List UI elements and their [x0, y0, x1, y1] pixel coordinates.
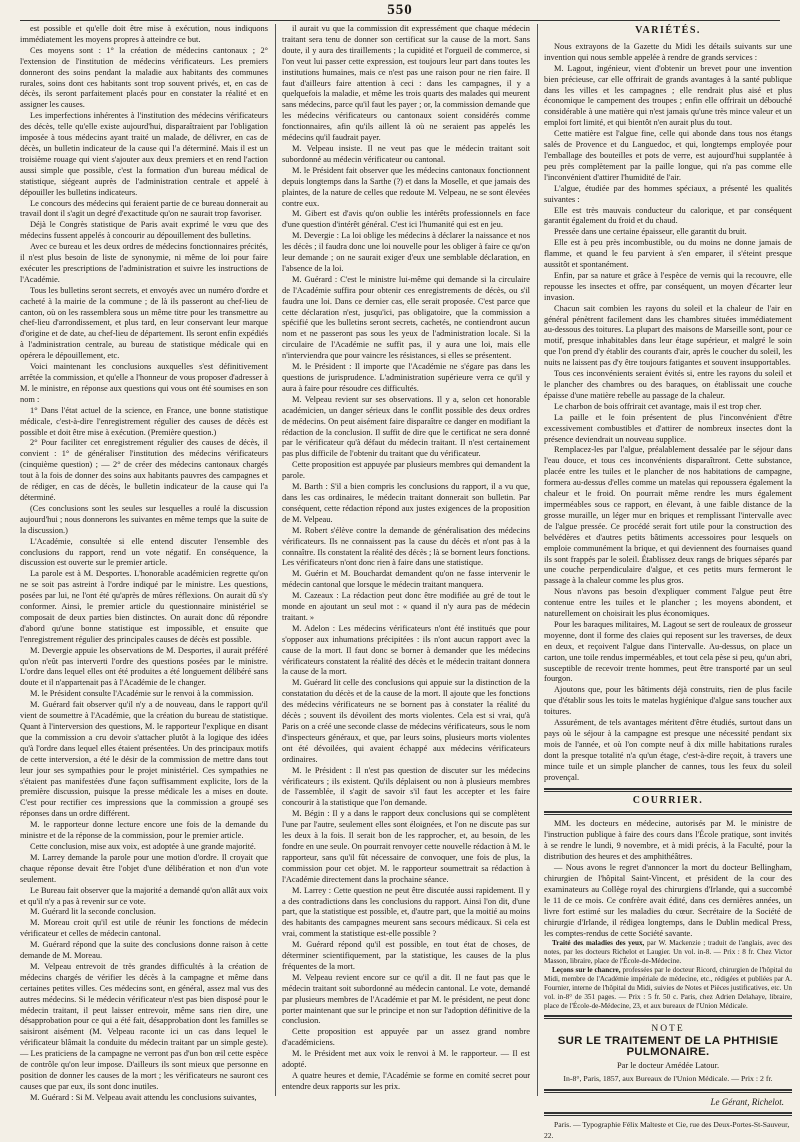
paragraph: Le concours des médecins qui feraient partie de ce bureau donnerait au travail dont il s'agit un degré d'exactitude qu'on ne saurait trop favoriser.: [20, 198, 268, 219]
section-rule: [544, 1015, 792, 1019]
paragraph: Cette proposition est appuyée par plusieurs membres qui demandent la parole.: [282, 460, 530, 481]
section-rule: [544, 788, 792, 792]
paragraph: M. Devergie : La loi oblige les médecins à déclarer la naissance et nos les décès ; il faudra donc une loi nouvelle pour les obliger à faire ce qu'on leur demande ; on ne saurait exiger d'eux une semblable déclaration, en l'absence de la loi.: [282, 231, 530, 273]
paragraph: M. Moreau croit qu'il est utile de réunir les fonctions de médecin vérificateur et celles de médecin cantonal.: [20, 918, 268, 939]
paragraph: M. le Président : Il importe que l'Académie ne s'égare pas dans les questions de jurisprudence. L'administration supérieure verra ce qu'il y aura à faire pour résoudre ces difficultés.: [282, 362, 530, 393]
column-divider: [275, 24, 276, 1096]
varietes-paragraph: Nous extrayons de la Gazette du Midi les détails suivants sur une invention qui nous semble appelée à rendre de grands services :: [544, 41, 792, 62]
paragraph: Tous les bulletins seront secrets, et envoyés avec un numéro d'ordre et cacheté à la mairie de la commune ; de là ils passeront au chef-lieu de canton, où on les rassemblera sous un même titre pour les transmettre au chef-lieu d'arrondissement, et plus tard, en leur conservant leur marque d'origine et de date, au chef-lieu de département. Ils seront enfin expédiés à l'administration centrale, au bureau de statistique médicale qui en opérera le dépouillement, etc.: [20, 285, 268, 361]
header-rule: [20, 20, 780, 21]
paragraph: A quatre heures et demie, l'Académie se forme en comité secret pour entendre deux rapports sur les prix.: [282, 1071, 530, 1091]
varietes-paragraph: Pressée dans une certaine épaisseur, elle garantit du bruit.: [554, 227, 747, 237]
paragraph: M. Velpeau entrevoit de très grandes difficultés à la création de médecins chargés de vérifier les décès à la campagne et même dans certaines petites villes. Ces médecins sont, en général, assez mal vus des autres médecins. Si le médecin vérificateur n'est pas bien disposé pour le médecin traitant, il peut laisser entrevoir, même sans rien dire, une désapprobation pour ce qui a été fait, désapprobation dont les familles se saisiront aisément (M. Velpeau raconte ici un cas dans lequel le vérificateur blâmait la conduite du médecin traitant par un simple geste). — Les praticiens de la campagne ne verront pas d'un bon œil cette espèce de contrôle qu'on leur impose. D'ailleurs ils sont mieux que personne en position de donner les causes de la mort ; les vérificateurs ne sauront ces causes que par eux, ils sont donc inutiles.: [20, 961, 268, 1091]
paragraph: M. Guérard lit la seconde conclusion.: [30, 907, 156, 917]
varietes-paragraph: Enfin, par sa nature et grâce à l'espèce de vernis qui la recouvre, elle repousse les insectes et offre, par conséquent, un moyen d'écarter leur invasion.: [544, 270, 792, 302]
section-rule: [544, 811, 792, 815]
paragraph: M. Bégin : Il y a dans le rapport deux conclusions qui se complètent l'une par l'autre, seulement elles sont éloignées, et l'on ne discute pas sur les deux à la fois. Il serait bon de les rapprocher, et, au besoin, de les fondre en une seule. On pourrait renvoyer cette nouvelle rédaction à M. le rapporteur, sans qu'il fût nécessaire de convoquer, une fois de plus, la commission pour cet objet. M. le rapporteur soumettrait sa rédaction à l'Académie directement dans la prochaine séance.: [282, 809, 530, 884]
paragraph: M. Guérin et M. Bouchardat demandent qu'on ne fasse intervenir le médecin cantonal que lorsque le médecin traitant manquera.: [282, 569, 530, 590]
book-title: Leçons sur le chancre,: [552, 966, 621, 975]
paragraph: Déjà le Congrès statistique de Paris avait exprimé le vœu que des médecins fussent appelés à concourir au dépouillement des bulletins.: [20, 220, 268, 241]
paragraph: M. Guérard : C'est le ministre lui-même qui demande si la circulaire de l'Académie suffira pour obtenir ces enregistrements de décès, ou s'il faudra une loi. Dans ce dernier cas, elle serait proposée. C'est parce que cette déclaration n'est, jusqu'ici, pas obligatoire, que la commission a spécifié que les bulletins seront secrets, cachetés, ne contiendront aucun nom et ne passeront pas sous les yeux de l'administration locale. Si la circulaire de l'Académie ne suffit pas, il y aura une loi, mais elle n'interviendra que pour vaincre les résistances, si elles se présentent.: [282, 274, 530, 361]
book-notices: [544, 939, 792, 1011]
paragraph: M. Guérard répond qu'il est possible, en tout état de choses, de déterminer scientifiquement, par la statistique, les causes de la plus fréquentes de la mort.: [282, 940, 530, 971]
varietes-paragraph: Elle est à peu près incombustible, ou du moins ne donne jamais de flamme, et quand le feu parvient à s'en emparer, il s'éteint presque aussitôt et spontanément.: [544, 238, 792, 270]
paragraph: M. le Président : Il n'est pas question de discuter sur les médecins vérificateurs ; ils existent. Qu'ils déplaisent ou non à plusieurs membres de l'assemblée, il s'agit de savoir s'il faut les accepter et les faire concourir à la statistique que l'on demande.: [282, 765, 530, 808]
courrier-paragraph: MM. les docteurs en médecine, autorisés par M. le ministre de l'instruction publique à faire des cours dans l'École pratique, sont invités à se rendre le lundi, 9 novembre, et à midi précis, à la Faculté, pour la distribution des heures et des amphithéâtres.: [544, 819, 792, 862]
column-middle: [282, 24, 530, 1099]
note-publication: In-8°, Paris, 1857, aux Bureaux de l'Union Médicale. — Prix : 2 fr.: [563, 1074, 773, 1084]
book-notice: [544, 939, 792, 966]
paragraph: M. Guérard fait observer qu'il n'y a de nouveau, dans le rapport qu'il vient de soumettre à l'Académie, que la création du bureau de statistique. Quant à l'interversion des questions, M. le rapporteur l'explique en disant que la commission a cru devoir s'attacher plutôt à la logique des idées qu'à l'ordre dans lequel elles étaient présentées. Un des principaux motifs de cette interversion, a été le désir de la commission de mettre dans tout leur jour ses sympathies pour le projet ministériel. Ces sympathies ne s'étaient pas manifestées d'une façon suffisamment explicite, lors de la première discussion, puisque la presse médicale les a mises en doute. C'est pour rectifier ces impressions que la commission a groupé ses réponses dans un ordre différent.: [20, 700, 268, 819]
varietes-paragraph: Chacun sait combien les rayons du soleil et la chaleur de l'air en général pénètrent facilement dans les chambres situées immédiatement au-dessous des toitures. La plupart des maisons de Marseille sont, pour ce motif, presque inhabitables dans leur étage supérieur, et malgré le soin que l'on prend d'y établir des courants d'air, après le coucher du soleil, les nuits ne laissent pas d'y être toujours fatigantes et souvent insupportables.: [544, 303, 792, 368]
paragraph: M. le Président consulte l'Académie sur le renvoi à la commission.: [30, 689, 254, 699]
paragraph: M. Velpeau revient sur ses observations. Il y a, selon cet honorable académicien, un danger sérieux dans le conflit possible des deux ordres de médecins. On peut aisément faire disparaître ce danger en modifiant la rédaction de la conclusion. Il suffit de dire que le certificat ne sera donné par le vérificateur qu'à défaut du médecin traitant. Il n'est certainement pas plus difficile de l'obtenir du traitant que du vérificateur.: [282, 394, 530, 459]
paragraph: M. Adelon : Les médecins vérificateurs n'ont été institués que pour s'opposer aux inhumations précipitées : ils n'ont aucun rapport avec la cause de la mort. Il faut donc se borner à demander que les médecins vérificateurs constatent la réalité des décès et le médecin traitant donnera la cause de la mort.: [282, 623, 530, 677]
varietes-paragraph: Pour les baraques militaires, M. Lagout se sert de rouleaux de grosseur moyenne, dont il forme des claies qui reposent sur les traverses, de deux en deux, et reçoivent l'algue dans l'intervalle. Au-dessus, on place un carton, une toile rendus imperméables, et tout cela pèse si peu, qu'un abri, susceptible de recevoir trente hommes, peut être transporté par un seul fourgon.: [544, 619, 792, 684]
paragraph: 1° Dans l'état actuel de la science, en France, une bonne statistique médicale, c'est-à-dire l'enregistrement régulier des causes de décès est possible et doit être mise à exécution. (Première question.): [20, 405, 268, 437]
section-rule: [544, 1112, 792, 1116]
paragraph: M. Guérard répond que la suite des conclusions donne raison à cette demande de M. Moreau.: [20, 940, 268, 961]
paragraph: (Ces conclusions sont les seules sur lesquelles a roulé la discussion aujourd'hui ; nous donnerons les suivantes en même temps que la suite de la discussion.): [20, 503, 268, 535]
paragraph: Cette conclusion, mise aux voix, est adoptée à une grande majorité.: [30, 841, 256, 851]
paragraph: Avec ce bureau et les deux ordres de médecins fonctionnaires précités, il n'est plus besoin de liste de synonymie, ni même de loi pour faire exécuter les prescriptions de l'administration et suivre les instructions de l'Académie.: [20, 242, 268, 284]
note-author: Par le docteur Amédée Latour.: [616, 1061, 720, 1071]
courrier-body: [544, 819, 792, 939]
paragraph: 2° Pour faciliter cet enregistrement régulier des causes de décès, il convient : 1° de généraliser l'institution des médecins vérificateurs (cinquième question) ; — 2° de créer des médecins cantonaux chargés tout à la fois de donner des soins aux habitants pauvres des campagnes et de rédiger, en cas de décès, le bulletin indicateur de la cause qui l'a déterminé.: [20, 438, 268, 502]
paragraph: M. le rapporteur donne lecture encore une fois de la demande du ministre et de la réponse de la commission, pour le premier article.: [20, 820, 268, 841]
paragraph: Ces moyens sont : 1° la création de médecins cantonaux ; 2° l'extension de l'institution de médecins vérificateurs. Les premiers donneront des soins pendant la maladie aux habitants des communes rurales, soins dont ces habitants sont trop souvent privés, et, en cas de décès, ils seront parfaitement placés pour en constater la réalité et en assigner les causes.: [20, 45, 268, 110]
varietes-paragraph: La paille et le foin présentent de plus l'inconvénient d'être excessivement combustibles et d'attirer de nombreux insectes dont la présence deviendrait un nouveau supplice.: [544, 412, 792, 444]
paragraph: M. Gibert est d'avis qu'on oublie les intérêts professionnels en face d'une question d'intérêt général. C'est ici l'humanité qui est en jeu.: [282, 209, 530, 230]
book-notice: [544, 966, 792, 1011]
paragraph: M. le Président met aux voix le renvoi à M. le rapporteur. — Il est adopté.: [282, 1049, 530, 1070]
varietes-paragraph: Assurément, de tels avantages méritent d'être étudiés, surtout dans un pays où le séjour à la campagne est presque une nécessité pendant six mois de l'année, et où l'on compte neuf à dix mille habitations rurales dont la presque totalité n'a qu'un étage, c'est-à-dire reçoit, à travers une mince tuile et un simple plancher de cannes, tous les feux du soleil provençal.: [544, 718, 792, 782]
paragraph: L'Académie, consultée si elle entend discuter l'ensemble des conclusions du rapport, rend un vote négatif. En conséquence, la discussion est ouverte sur le premier article.: [20, 536, 268, 568]
paragraph: M. Guérard lit celle des conclusions qui appuie sur la distinction de la constatation du décès et de la cause de la mort. Il ajoute que les fonctions des médecins vérificateurs ne se bornent pas à constater la réalité du décès ; souvent ils dévoilent des morts violentes. Cela est si vrai, qu'à Paris on a créé une seconde classe de médecins vérificateurs, sous le nom d'inspecteurs généraux, et que, par leurs soins, plusieurs morts violentes ont été dévoilées, qui avaient échappé aux médecins vérificateurs ordinaires.: [282, 678, 530, 764]
imprint: Paris. — Typographie Félix Malteste et Cie, rue des Deux-Portes-St-Sauveur, 22.: [544, 1119, 790, 1140]
paragraph: Les imperfections inhérentes à l'institution des médecins vérificateurs des décès, telle qu'elle existe aujourd'hui, disparaîtraient par l'obligation imposée à tous médecins ayant traité un malade, de délivrer, en cas de décès, un bulletin indicateur de la cause qui l'a déterminé. Mais il est un troisième rouage qui vient s'ajouter aux deux premiers et en rend l'action aussi simple que possible, c'est la formation d'un bureau médical de statistique, siégeant auprès de l'administration centrale et appelé à dépouiller les bulletins indicateurs.: [20, 111, 268, 197]
paragraph: Le Bureau fait observer que la majorité a demandé qu'on allât aux voix et qu'il n'y a pas à revenir sur ce vote.: [20, 885, 268, 906]
courrier-paragraph: — Nous avons le regret d'annoncer la mort du docteur Bellingham, chirurgien de l'hôpital Saint-Vincent, et président de la cour des examinateurs au Collège royal des chirurgiens d'Irlande, qui a succombé le 11 de ce mois. Ce confrère avait édité, dans ces dernières années, un livre fort estimé sur les maladies du cœur. Secrétaire de la Société de chirurgie d'Irlande, il rédigea longtemps, dans le Dublin medical Press, les comptes-rendus de cette Société savante.: [544, 863, 792, 938]
paragraph: La parole est à M. Desportes. L'honorable académicien regrette qu'on ne se soit pas astreint à l'ordre indiqué par le ministre. Les questions, posées par lui, ne l'ont été qu'après de mûres réflexions. On aurait dû s'y conformer. Ainsi, le premier article du questionnaire ministériel se composait de deux parties bien distinctes. On aurait donc dû répondre d'abord qu'une bonne statistique est impossible, et ensuite que l'enregistrement régulier des principales causes de décès est possible.: [20, 569, 268, 644]
varietes-paragraph: Elle est très mauvais conducteur du calorique, et par conséquent garantit également du froid et du chaud.: [544, 205, 792, 226]
book-details: professées par le docteur Ricord, chirurgien de l'hôpital du Midi, membre de l'Académie impériale de médecine, etc., rédigées et publiées par A. Fournier, interne de l'hôpital du Midi, suivies de Notes et Pièces justificatives, etc. Un vol. in-8° de 351 pages. — Prix : 5 fr. 50 c. Paris, chez Adrien Delahaye, libraire, place de l'École-de-Médecine, 23, et aux bureaux de l'Union Médicale.: [544, 966, 793, 1011]
paragraph: M. Robert s'élève contre la demande de généralisation des médecins vérificateurs. Ils ne connaissent pas la cause du décès et n'ont pas à la connaître. Ils constatent la réalité des décès ; là se bornent leurs fonctions. Les vérificateurs n'ont donc rien à faire dans une statistique.: [282, 525, 530, 568]
section-rule: [544, 1089, 792, 1093]
gerant-signature: Le Gérant, Richelot.: [710, 1096, 784, 1107]
varietes-paragraph: M. Lagout, ingénieur, vient d'obtenir un brevet pour une invention bien précieuse, car elle offrirait de grands avantages à la santé publique dans les villes et les campagnes ; elle rendrait plus aisé et plus économique le campement des troupes ; enfin elle offrirait un débouché considérable à une matière qui n'est jamais qu'une très mince valeur et un emploi fort limité, et qui bientôt n'en aurait plus du tout.: [544, 63, 792, 128]
paragraph: il aurait vu que la commission dit expressément que chaque médecin traitant sera tenu de donner son certificat sur la cause de la mort. Sans doute, il y aura des tiraillements ; la cupidité et l'orgueil de commerce, si l'on veut lui passer cette expression, est toujours leur part dans toutes les institutions humaines, mais ce n'est pas une raison pour ne rien faire. Il faut d'ailleurs faire attention à ceci : dans les campagnes, il y a quelquefois la maladie, et même les trois quarts des malades qui meurent sans médecins, parce qu'il faut les payer ; or, la commission demande que les médecins vérificateurs ou cantonaux soient considérés comme fonctionnaires, afin qu'ils aillent là où ne seraient pas appelés les médecins qu'il faudrait payer.: [282, 24, 530, 143]
page-number: 550: [387, 2, 413, 18]
varietes-paragraph: L'algue, étudiée par des hommes spéciaux, a présenté les qualités suivantes :: [544, 183, 792, 204]
varietes-title: VARIÉTÉS.: [635, 25, 701, 36]
paragraph: M. le Président fait observer que les médecins cantonaux fonctionnent depuis longtemps dans la Sarthe (?) et dans la Moselle, et que jamais des plaintes, de la nature de celles que redoute M. Velpeau, ne se sont élevées contre eux.: [282, 165, 530, 208]
paragraph: M. Larrey demande la parole pour une motion d'ordre. Il croyait que chaque réponse devait être l'objet d'une délibération et non d'un vote seulement.: [20, 852, 268, 884]
paragraph: M. Velpeau revient encore sur ce qu'il a dit. Il ne faut pas que le médecin traitant soit subordonné au médecin cantonal. Le vote, demandé par plusieurs membres de l'Académie et par M. le président, ne peut donc porter maintenant que sur le principe et non sur l'adoption définitive de la conclusion.: [282, 972, 530, 1026]
courrier-title: COURRIER.: [632, 794, 704, 806]
paragraph: M. Cazeaux : La rédaction peut donc être modifiée au gré de tout le monde en ajoutant un seul mot : « quand il n'y aura pas de médecin traitant. »: [282, 591, 530, 622]
paragraph: M. Devergie appuie les observations de M. Desportes, il aurait préféré qu'on n'eût pas interverti l'ordre des questions posées par le ministre. L'ordre dans lequel elles ont été produites a été longuement délibéré sans doute et il n'appartenait pas à l'Académie de le changer.: [20, 645, 268, 688]
book-details: par W. Mackenzie ; traduit de l'anglais, avec des notes, par les docteurs Richelot et Laugier. Un vol. in-8. — Prix : 8 fr. Chez Victor Masson, libraire, place de l'École-de-Médecine.: [544, 939, 793, 966]
column-divider: [537, 24, 538, 1096]
column-right: [544, 24, 793, 1140]
paragraph: Cette proposition est appuyée par un assez grand nombre d'académiciens.: [282, 1027, 530, 1048]
paragraph: Voici maintenant les conclusions auxquelles s'est définitivement arrêtée la commission, et qu'elle a l'honneur de vous proposer d'adresser à M. le ministre, en réponse aux questions qui vous ont été soumises en son nom :: [20, 362, 268, 404]
varietes-paragraph: Nous n'avons pas besoin d'expliquer comment l'algue peut être contenue entre les tuiles et le plancher ; les moyens abondent, et naturellement on choisirait les plus économiques.: [544, 587, 792, 619]
paragraph: M. Guérard : Si M. Velpeau avait attendu les conclusions suivantes,: [30, 1092, 257, 1102]
varietes-paragraph: Cette matière est l'algue fine, celle qui abonde dans tous nos étangs salés de Provence et du Languedoc, et qui, longtemps employée pour l'emballage des bouteilles et pots de verre, est aujourd'hui supplantée à peu près complètement par la paille longue, qui n'a pas comme elle l'inconvénient d'attirer l'humidité de l'air.: [544, 129, 792, 182]
varietes-paragraph: Remplacez-les par l'algue, préalablement dessalée par le séjour dans l'eau douce, et tous ces inconvénients disparaîtront. Cette substance, placée entre les tuiles et le plancher de nos habitations de campagne, formera au-dessus d'elles comme un matelas qui repoussera également la chaleur et le froid. On pourrait même rendre les murs également imperméables sous ce rapport, en élevant, à une faible distance de la grosse muraille, un léger mur en briques et remplissant l'intervalle avec de l'algue pressée. Ce procédé serait fort utile pour la construction des belvédères et d'autres petits bâtiments accessoires pour lesquels on emploie communément la brique, et qui deviennent des fournaises quand ils sont frappés par le soleil. Établissez deux rangs de briques séparés par une couche perpendiculaire d'algue, et ces petits murs fermeront le passage à la chaleur comme les plus gros.: [544, 445, 792, 586]
varietes-paragraph: Ajoutons que, pour les bâtiments déjà construits, rien de plus facile que d'établir sous les toits le matelas hygiénique d'algue sans toucher aux toitures.: [544, 685, 792, 717]
paragraph: M. Larrey : Cette question ne peut être discutée aussi rapidement. Il y a des contradictions dans les conclusions du rapport. Ainsi l'on dit, d'une part, que la statistique est possible, et, d'autre part, que la moitié au moins des habitants des campagnes meurent sans secours médicaux. Si cela est vrai, comment la statistique est-elle possible ?: [282, 885, 530, 939]
paragraph: M. Velpeau insiste. Il ne veut pas que le médecin traitant soit subordonné au médecin vérificateur ou cantonal.: [282, 143, 530, 164]
paragraph: est possible et qu'elle doit être mise à exécution, nous indiquons immédiatement les moyens propres à atteindre ce but.: [20, 24, 268, 44]
varietes-paragraph: Le charbon de bois offrirait cet avantage, mais il est trop cher.: [554, 401, 762, 411]
varietes-paragraph: Tous ces inconvénients seraient évités si, entre les rayons du soleil et le plancher des chambres ou des baraques, on établissait une couche épaisse d'une matière rebelle au passage de la chaleur.: [544, 369, 792, 400]
note-label: NOTE: [651, 1024, 685, 1035]
note-title: SUR LE TRAITEMENT DE LA PHTHISIE PULMONAIRE.: [557, 1035, 779, 1059]
book-title: Traité des maladies des yeux,: [552, 939, 645, 948]
paragraph: M. Barth : S'il a bien compris les conclusions du rapport, il a vu que, dans les cas ordinaires, le médecin traitant donnerait son bulletin. Par conséquent, cette rédaction répond aux justes exigences de la proposition de M. Velpeau.: [282, 482, 530, 524]
varietes-body: [544, 42, 792, 784]
column-left: [20, 24, 268, 1102]
